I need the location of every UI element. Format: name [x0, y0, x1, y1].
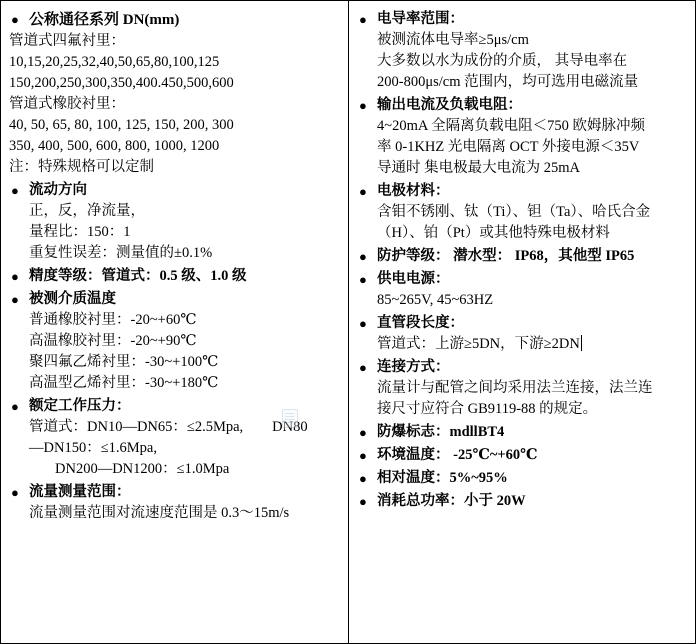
left-sub-line: 重复性误差：测量值的±0.1%	[29, 245, 213, 261]
right-bullet-label: 相对温度：5%~95%	[377, 470, 508, 486]
left-line: 10,15,20,25,32,40,50,65,80,100,125	[9, 54, 220, 70]
bullet-icon: ●	[359, 494, 367, 509]
left-heading-row	[9, 9, 340, 31]
right-sub-line: 4~20mA 全隔离负载电阻＜750 欧姆脉冲频	[377, 118, 646, 134]
right-bullet-row	[357, 491, 687, 512]
right-sub-line: 85~265V, 45~63HZ	[377, 292, 494, 308]
right-bullet-label: 直管段长度：	[377, 315, 464, 331]
left-sub-line: 流量测量范围对流速度范围是 0.3～15m/s	[29, 505, 290, 521]
left-bullet-row	[9, 482, 340, 503]
bullet-icon: ●	[359, 249, 367, 264]
page-title: 公称通径系列 DN(mm)	[29, 12, 180, 28]
left-bullet-label: 被测介质温度	[29, 291, 116, 307]
right-bullet-row	[357, 313, 687, 334]
text-cursor	[581, 335, 582, 351]
left-sub-line: 量程比：150：1	[29, 224, 131, 240]
right-sub-line-with-caret	[357, 334, 687, 355]
left-bullet-label: 精度等级：管道式：0.5 级、1.0 级	[29, 268, 247, 284]
right-sub-line: 接尺寸应符合 GB9119-88 的规定。	[377, 401, 598, 417]
bullet-icon: ●	[11, 485, 19, 500]
left-bullet-label: 额定工作压力：	[29, 398, 131, 414]
right-bullet-label: 供电电源：	[377, 271, 450, 287]
left-line: 注：特殊规格可以定制	[9, 159, 154, 175]
document-watermark-icon	[282, 409, 302, 429]
right-bullet-label: 电极材料：	[377, 183, 450, 199]
right-bullet-row	[357, 357, 687, 378]
left-sub-line: 聚四氟乙烯衬里：-30~+100℃	[29, 354, 219, 370]
right-sub-line: 200-800μs/cm 范围内，均可选用电磁流量	[377, 74, 639, 90]
bullet-icon: ●	[359, 184, 367, 199]
right-bullet-label: 连接方式：	[377, 359, 450, 375]
left-sub-line: —DN150：≤1.6Mpa,	[29, 440, 157, 456]
right-bullet-label: 环境温度： -25℃~+60℃	[377, 447, 538, 463]
left-line: 150,200,250,300,350,400.450,500,600	[9, 75, 234, 91]
right-bullet-label: 电导率范围：	[377, 11, 464, 27]
right-bullet-label: 消耗总功率：小于 20W	[377, 493, 526, 509]
right-sub-line: 被测流体电导率≥5μs/cm	[377, 32, 529, 48]
left-sub-line: DN200—DN1200：≤1.0Mpa	[55, 461, 230, 477]
bullet-icon: ●	[359, 272, 367, 287]
right-sub-line: 导通时 集电极最大电流为 25mA	[377, 160, 580, 176]
left-sub-line: 高温橡胶衬里：-20~+90℃	[29, 333, 197, 349]
bullet-icon: ●	[11, 269, 19, 284]
right-bullet-row	[357, 269, 687, 290]
right-bullet-label: 防爆标志：mdllBT4	[377, 424, 505, 440]
right-bullet-row	[357, 445, 687, 466]
bullet-icon: ●	[359, 425, 367, 440]
left-sub-line: 正，反，净流量，	[29, 203, 145, 219]
bullet-icon: ●	[11, 183, 19, 198]
left-sub-line: 普通橡胶衬里：-20~+60℃	[29, 312, 197, 328]
right-bullet-row	[357, 422, 687, 443]
left-bullet-row	[9, 289, 340, 310]
left-sub-line: 高温型乙烯衬里：-30~+180℃	[29, 375, 219, 391]
left-line: 40, 50, 65, 80, 100, 125, 150, 200, 300	[9, 117, 234, 133]
left-bullet-row	[9, 180, 340, 201]
bullet-icon: ●	[359, 98, 367, 113]
right-bullet-row	[357, 95, 687, 116]
right-sub-line: 大多数以水为成份的介质， 其导电率在	[377, 53, 628, 69]
right-bullet-label: 防护等级： 潜水型： IP68，其他型 IP65	[377, 248, 635, 264]
right-bullet-row	[357, 9, 687, 30]
left-line: 350, 400, 500, 600, 800, 1000, 1200	[9, 138, 220, 154]
bullet-icon: ●	[359, 360, 367, 375]
left-line: 管道式橡胶衬里：	[9, 96, 125, 112]
right-sub-text: 管道式：上游≥5DN，下游≥2DN	[377, 336, 580, 352]
right-bullet-row	[357, 181, 687, 202]
bullet-icon: ●	[359, 471, 367, 486]
left-line: 管道式四氟衬里：	[9, 33, 125, 49]
left-sub-line: 管道式：DN10—DN65：≤2.5Mpa, DN80	[29, 419, 308, 435]
bullet-icon: ●	[359, 448, 367, 463]
bullet-icon: ●	[11, 399, 19, 414]
bullet-icon: ●	[11, 292, 19, 307]
bullet-icon: ●	[359, 316, 367, 331]
right-sub-line: （H）、铂（Pt）或其他特殊电极材料	[377, 225, 610, 241]
right-column	[348, 0, 696, 644]
right-sub-line: 率 0-1KHZ 光电隔离 OCT 外接电源＜35V	[377, 139, 640, 155]
left-bullet-label: 流动方向	[29, 182, 87, 198]
left-bullet-label: 流量测量范围：	[29, 484, 131, 500]
bullet-icon: ●	[11, 12, 19, 27]
right-sub-line: 流量计与配管之间均采用法兰连接，法兰连	[377, 380, 653, 396]
right-bullet-row	[357, 246, 687, 267]
left-bullet-row	[9, 266, 340, 287]
right-sub-line: 含钼不锈刚、钛（Ti）、钽（Ta）、哈氏合金	[377, 204, 651, 220]
right-bullet-row	[357, 468, 687, 489]
right-bullet-label: 输出电流及负载电阻：	[377, 97, 522, 113]
bullet-icon: ●	[359, 12, 367, 27]
